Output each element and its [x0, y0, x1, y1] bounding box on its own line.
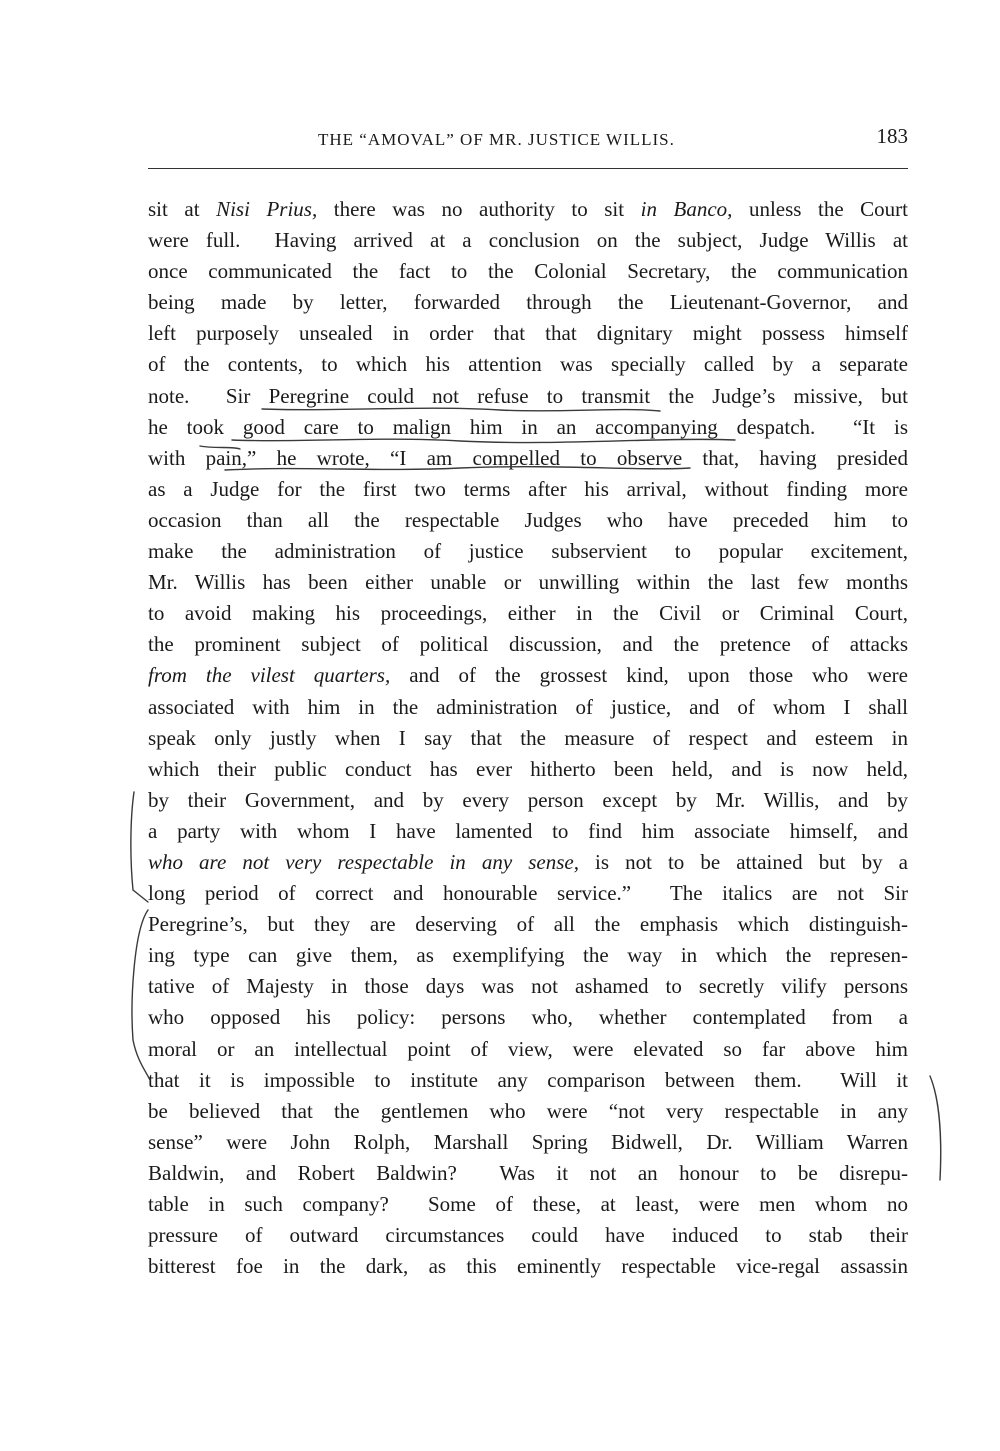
text-line [148, 1189, 908, 1220]
text-line [148, 1251, 908, 1282]
text-segment: as a Judge for the first two terms after his arrival, without finding more [148, 476, 908, 501]
text-segment: associated with him in the administration of justice, and of whom I shall [148, 694, 908, 719]
text-segment: Peregrine’s, but they are deserving of all the emphasis which distinguish- [148, 912, 908, 937]
text-line [148, 1034, 908, 1065]
text-line [148, 971, 908, 1002]
text-line [148, 287, 908, 318]
text-line [148, 349, 908, 380]
text-segment: Baldwin, and Robert Baldwin? Was it not an honour to be disrepu- [148, 1160, 908, 1185]
text-segment: once communicated the fact to the Colonial Secretary, the communication [148, 259, 908, 284]
text-segment: he took good care to malign him in an accompanying despatch. “It is [148, 414, 908, 439]
text-line [148, 878, 908, 909]
text-line [148, 443, 908, 474]
text-segment: and of the grossest kind, upon those who were [390, 663, 908, 688]
text-segment: were full. Having arrived at a conclusion on the subject, Judge Willis at [148, 228, 908, 253]
text-segment: the prominent subject of political discussion, and the pretence of attacks [148, 632, 908, 657]
body-text [148, 194, 908, 1282]
text-segment: note. Sir Peregrine could not refuse to transmit the Judge’s missive, but [148, 383, 908, 408]
margin-bracket [131, 792, 148, 902]
text-segment: a party with whom I have lamented to find him associate himself, and [148, 818, 908, 843]
running-title: THE “AMOVAL” OF MR. JUSTICE WILLIS. [318, 130, 675, 149]
text-segment: sense” were John Rolph, Marshall Spring Bidwell, Dr. William Warren [148, 1129, 908, 1154]
text-line [148, 1158, 908, 1189]
text-line [148, 505, 908, 536]
text-segment: that it is impossible to institute any comparison between them. Will it [148, 1067, 908, 1092]
text-line [148, 1220, 908, 1251]
text-segment: moral or an intellectual point of view, were elevated so far above him [148, 1036, 908, 1061]
text-segment: ing type can give them, as exemplifying the way in which the represen- [148, 943, 908, 968]
text-line [148, 1096, 908, 1127]
text-line [148, 474, 908, 505]
text-line [148, 256, 908, 287]
text-line [148, 816, 908, 847]
text-line [148, 909, 908, 940]
text-segment: occasion than all the respectable Judges who have preceded him to [148, 507, 908, 532]
text-segment: pressure of outward circumstances could have induced to stab their [148, 1223, 908, 1248]
text-segment: tative of Majesty in those days was not ashamed to secretly vilify persons [148, 974, 908, 999]
italic-text: who are not very respectable in any sense, [148, 849, 579, 874]
italic-text: in Banco, [640, 197, 733, 221]
text-line [148, 1127, 908, 1158]
text-line [148, 381, 908, 412]
text-segment: with pain,” he wrote, “I am compelled to observe that, having presided [148, 445, 908, 470]
text-line [148, 598, 908, 629]
text-segment: to avoid making his proceedings, either in the Civil or Criminal Court, [148, 601, 908, 626]
text-segment: Mr. Willis has been either unable or unwilling within the last few months [148, 570, 908, 595]
text-line [148, 660, 908, 691]
text-line [148, 692, 908, 723]
text-segment: who opposed his policy: persons who, whether contemplated from a [148, 1005, 908, 1030]
text-segment: by their Government, and by every person except by Mr. Willis, and by [148, 787, 908, 812]
text-segment: being made by letter, forwarded through the Lieutenant-Governor, and [148, 290, 908, 315]
text-segment: long period of correct and honourable service.” The italics are not Sir [148, 881, 908, 906]
text-line [148, 412, 908, 443]
running-head [148, 118, 908, 158]
text-segment: table in such company? Some of these, at least, were men whom no [148, 1192, 908, 1216]
text-line [148, 536, 908, 567]
text-segment: of the contents, to which his attention was specially called by a separate [148, 352, 908, 377]
text-line [148, 318, 908, 349]
text-segment: bitterest foe in the dark, as this eminently respectable vice-regal assassin [148, 1254, 908, 1279]
italic-text: Nisi Prius, [216, 197, 318, 221]
text-line [148, 785, 908, 816]
text-line [148, 1065, 908, 1096]
margin-bracket [930, 1076, 941, 1180]
text-line [148, 754, 908, 785]
text-segment: which their public conduct has ever hitherto been held, and is now held, [148, 756, 908, 781]
text-segment: be believed that the gentlemen who were “not very respectable in any [148, 1098, 908, 1123]
text-line [148, 225, 908, 256]
text-line [148, 194, 908, 225]
text-line [148, 940, 908, 971]
text-segment: is not to be attained but by a [578, 849, 908, 874]
text-segment: left purposely unsealed in order that that dignitary might possess himself [148, 321, 908, 346]
text-line [148, 1002, 908, 1033]
text-line [148, 629, 908, 660]
text-segment: sit at [148, 197, 217, 221]
header-rule [148, 168, 908, 169]
text-line [148, 567, 908, 598]
page-number: 183 [876, 124, 908, 148]
italic-text: from the vilest quarters, [148, 663, 391, 688]
text-segment: speak only justly when I say that the measure of respect and esteem in [148, 725, 908, 750]
text-segment: make the administration of justice subservient to popular excitement, [148, 539, 908, 564]
text-line [148, 847, 908, 878]
text-segment: unless the Court [732, 197, 909, 221]
text-segment: there was no authority to sit [317, 197, 641, 221]
text-line [148, 723, 908, 754]
